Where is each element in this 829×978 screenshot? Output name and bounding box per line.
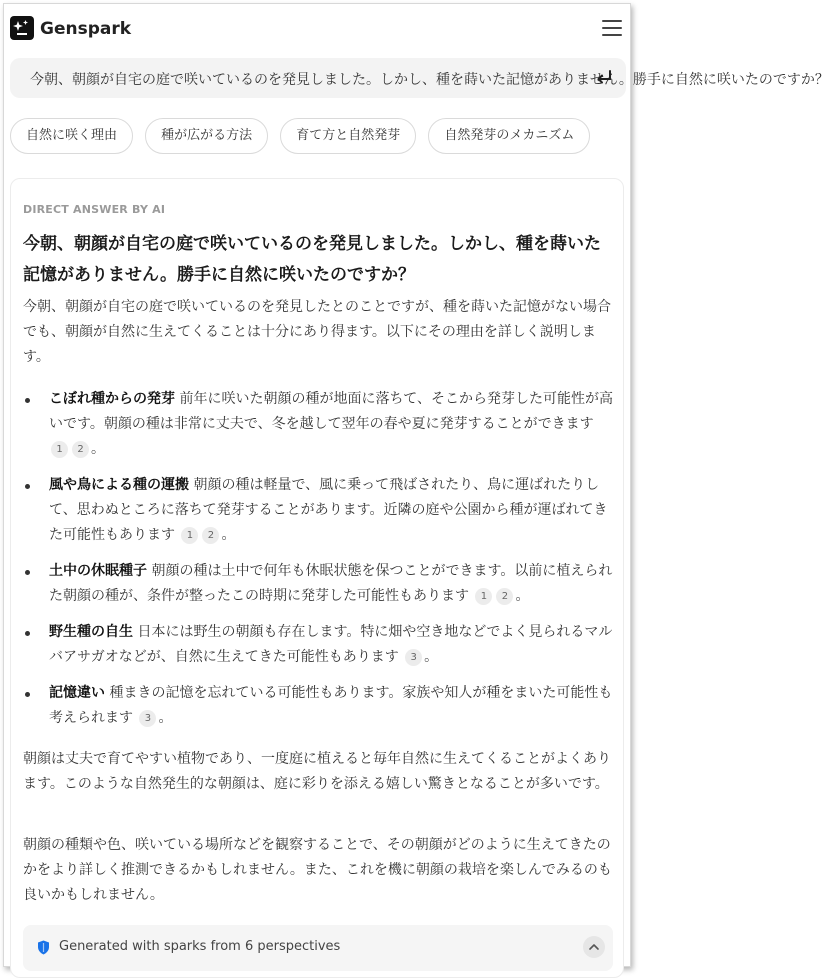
answer-paragraph: 朝顔の種類や色、咲いている場所などを観察することで、その朝顔がどのように生えてきたのかをより詳しく推測できるかもしれません。また、これを機に朝顔の栽培を楽しんでみるのも良いかもしれません。 — [23, 837, 612, 903]
reason-text: 日本には野生の朝顔も存在します。特に畑や空き地などでよく見られるマルバアサガオなどが、自然に生えてきた可能性もあります — [49, 624, 613, 665]
answer-paragraph: 朝顔は丈夫で育てやすい植物であり、一度庭に植えると毎年自然に生えてくることがよくあります。このような自然発生的な朝顔は、庭に彩りを添える嬉しい驚きとなることが多いです。 — [23, 751, 611, 792]
answer-reason-list — [23, 387, 617, 742]
sparks-label: Generated with sparks from 6 perspectives — [59, 939, 341, 954]
citation-badge[interactable]: 2 — [72, 441, 89, 458]
enter-return-icon[interactable] — [594, 68, 614, 88]
reason-text: 種まきの記憶を忘れている可能性もあります。家族や知人が種をまいた可能性も考えられます — [49, 685, 613, 726]
answer-card — [10, 178, 624, 978]
citation-badge[interactable]: 1 — [475, 588, 492, 605]
shield-icon — [37, 940, 50, 955]
app-frame — [3, 3, 829, 967]
genspark-logo-icon[interactable] — [10, 16, 34, 40]
brand-name: Genspark — [40, 19, 132, 39]
citation-badge[interactable]: 2 — [496, 588, 513, 605]
citation-badge[interactable]: 3 — [139, 710, 156, 727]
list-item — [23, 473, 617, 548]
search-query[interactable]: 今朝、朝顔が自宅の庭で咲いているのを発見しました。しかし、種を蒔いた記憶がありません。勝手に自然に咲いたのですか？ — [30, 72, 829, 88]
sentence-end: 。 — [515, 588, 530, 604]
citation-badge[interactable]: 1 — [51, 441, 68, 458]
sentence-end: 。 — [221, 527, 236, 543]
direct-answer-label: DIRECT ANSWER BY AI — [23, 203, 166, 216]
list-item — [23, 681, 617, 731]
chip-suggestion[interactable]: 育て方と自然発芽 — [280, 118, 416, 154]
reason-heading: 土中の休眠種子 — [49, 563, 147, 579]
list-item — [23, 620, 617, 670]
hamburger-menu-icon[interactable] — [602, 20, 622, 36]
reason-text: 前年に咲いた朝顔の種が地面に落ちて、そこから発芽した可能性が高いです。朝顔の種は非常に丈夫で、冬を越して翌年の春や夏に発芽することができます — [49, 391, 614, 432]
sentence-end: 。 — [91, 441, 105, 457]
reason-text: 朝顔の種は軽量で、風に乗って飛ばされたり、鳥に運ばれたりして、思わぬところに落ちて発芽することがあります。近隣の庭や公園から種が運ばれてきた可能性もあります — [49, 477, 608, 543]
reason-text: 朝顔の種は土中で何年も休眠状態を保つことができます。以前に植えられた朝顔の種が、条件が整ったこの時期に発芽した可能性もあります — [49, 563, 613, 604]
citation-badge[interactable]: 2 — [202, 527, 219, 544]
suggestion-chips — [10, 118, 628, 156]
chip-suggestion[interactable]: 種が広がる方法 — [145, 118, 268, 154]
header — [4, 4, 630, 56]
sentence-end: 。 — [424, 649, 439, 665]
reason-heading: 記憶違い — [49, 685, 105, 701]
sparks-perspectives-toggle[interactable] — [23, 925, 613, 971]
list-item — [23, 387, 617, 462]
answer-intro: 今朝、朝顔が自宅の庭で咲いているのを発見したとのことですが、種を蒔いた記憶がない場合でも、朝顔が自然に生えてくることは十分にあり得ます。以下にその理由を詳しく説明します。 — [23, 299, 611, 365]
list-item — [23, 559, 617, 609]
citation-badge[interactable]: 3 — [405, 649, 422, 666]
reason-heading: 風や鳥による種の運搬 — [49, 477, 189, 493]
sentence-end: 。 — [158, 710, 173, 726]
chip-suggestion[interactable]: 自然に咲く理由 — [10, 118, 133, 154]
chip-suggestion[interactable]: 自然発芽のメカニズム — [428, 118, 590, 154]
search-bar[interactable] — [10, 58, 829, 98]
answer-title: 今朝、朝顔が自宅の庭で咲いているのを発見しました。しかし、種を蒔いた記憶がありません。勝手に自然に咲いたのですか？ — [23, 234, 601, 285]
citation-badge[interactable]: 1 — [181, 527, 198, 544]
chevron-up-icon[interactable] — [583, 936, 605, 958]
reason-heading: こぼれ種からの発芽 — [49, 391, 175, 407]
reason-heading: 野生種の自生 — [49, 624, 133, 640]
